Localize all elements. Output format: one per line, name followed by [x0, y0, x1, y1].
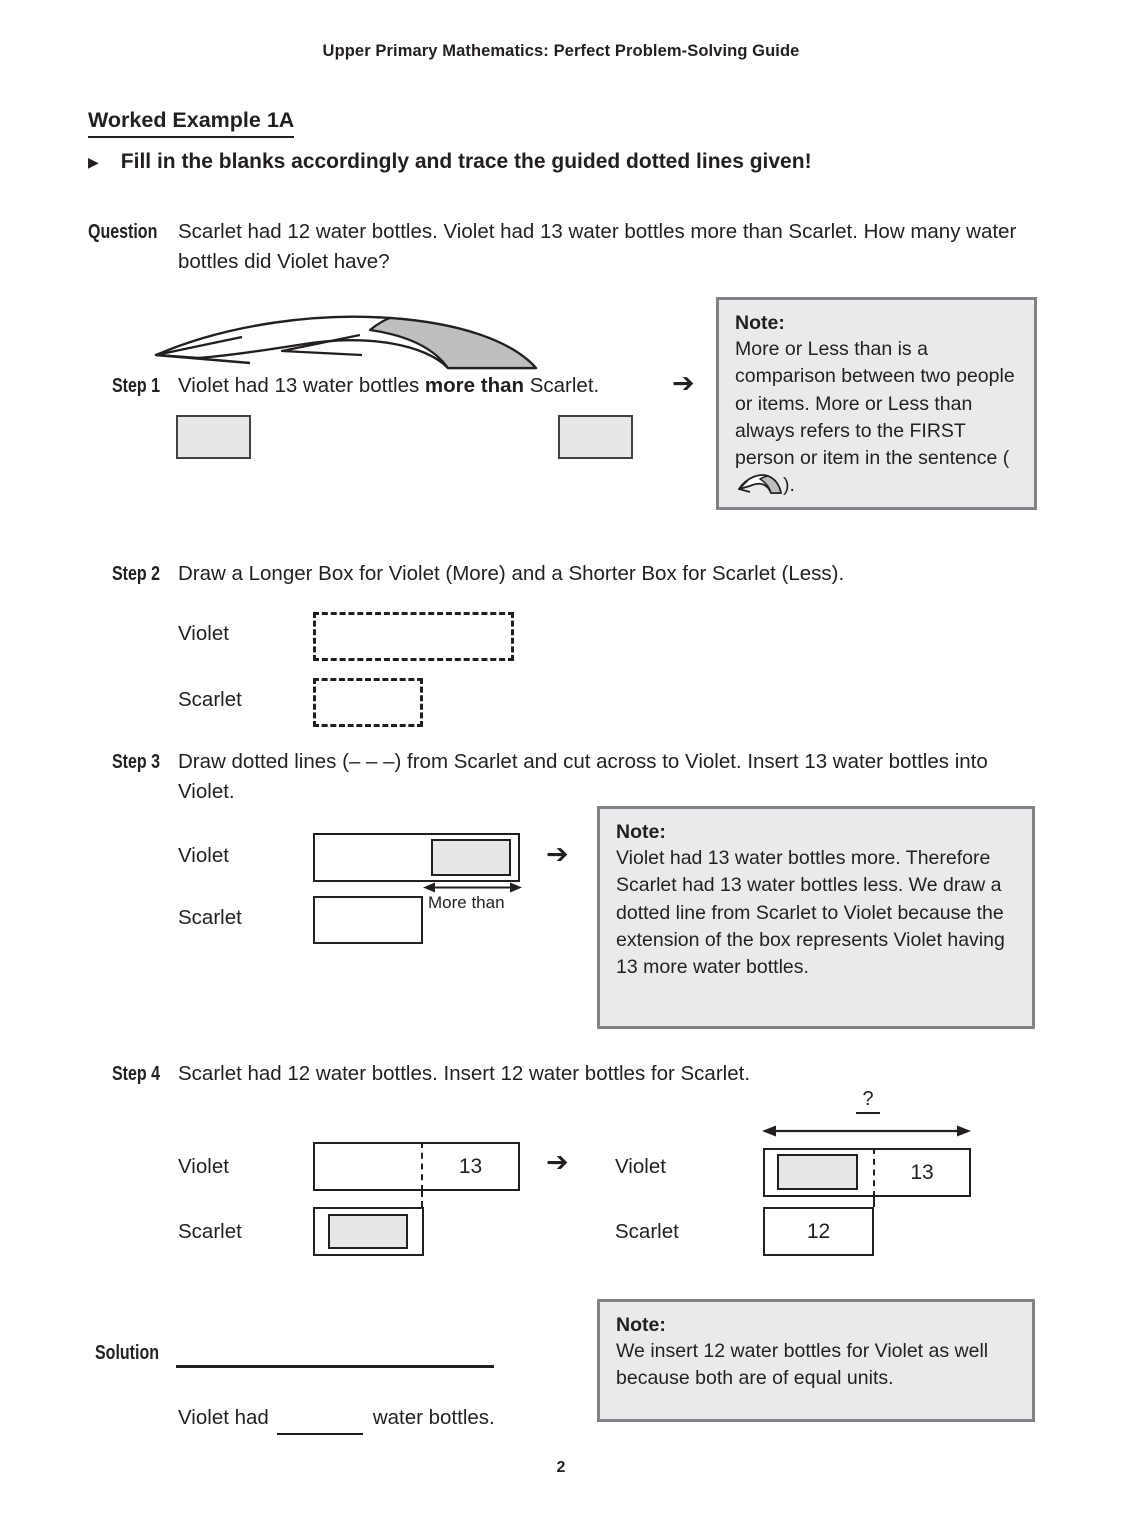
step2-label: Step 2	[112, 563, 161, 585]
step3-scarlet-bar	[313, 896, 423, 944]
step4-right-scarlet-label: Scarlet	[615, 1220, 679, 1243]
triangle-bullet-icon: ▶	[88, 155, 99, 171]
note-box-1	[716, 297, 1037, 510]
book-header: Upper Primary Mathematics: Perfect Problem-Solving Guide	[322, 42, 800, 60]
note-box-3	[597, 1299, 1035, 1422]
mini-curved-arrow-icon	[736, 472, 782, 496]
step4-left-violet-13: 13	[458, 1154, 483, 1178]
step4-left-scarlet-label: Scarlet	[178, 1220, 242, 1243]
step3-violet-label: Violet	[178, 844, 229, 867]
step2-scarlet-label: Scarlet	[178, 688, 242, 711]
question-label: Question	[88, 221, 158, 243]
step4-label: Step 4	[112, 1063, 161, 1085]
page-number: 2	[556, 1459, 566, 1476]
step3-scarlet-label: Scarlet	[178, 906, 242, 929]
step4-right-violet-13: 13	[910, 1160, 934, 1184]
solution-sentence: Violet had water bottles.	[178, 1403, 495, 1435]
solution-answer-line[interactable]	[176, 1337, 494, 1368]
note3-label: Note:	[616, 1314, 666, 1336]
worked-example-title: Worked Example 1A	[88, 108, 294, 138]
question-mark-label: ?	[856, 1088, 880, 1114]
right-arrow-icon: ➔	[546, 839, 569, 870]
step2-scarlet-trace-box[interactable]	[313, 678, 423, 727]
note1-text: More or Less than is a comparison between two people or items. More or Less than always refers to the FIRST person or item in the sentence ().	[735, 338, 1015, 496]
instruction-text: Fill in the blanks accordingly and trace the guided dotted lines given!	[120, 150, 812, 173]
step1-label: Step 1	[112, 375, 161, 397]
note2-label: Note:	[616, 821, 666, 843]
step1-violet-answer-box[interactable]	[176, 415, 251, 459]
step4-left-violet-label: Violet	[178, 1155, 229, 1178]
instruction-row	[88, 150, 812, 174]
step3-text: Draw dotted lines (– – –) from Scarlet and cut across to Violet. Insert 13 water bottles into Violet.	[178, 750, 988, 804]
step2-violet-label: Violet	[178, 622, 229, 645]
step4-right-insert-12-box[interactable]	[777, 1154, 858, 1190]
step4-right-scarlet-12: 12	[763, 1207, 874, 1256]
step2-text: Draw a Longer Box for Violet (More) and a Shorter Box for Scarlet (Less).	[178, 562, 845, 585]
solution-blank[interactable]	[277, 1403, 363, 1435]
step1-scarlet-answer-box[interactable]	[558, 415, 633, 459]
step3-insert-13-box[interactable]	[431, 839, 511, 876]
step4-left-dashed-extension	[421, 1191, 423, 1207]
right-arrow-icon: ➔	[546, 1147, 569, 1178]
question-text: Scarlet had 12 water bottles. Violet had 13 water bottles more than Scarlet. How many water bottles did Violet have?	[178, 220, 1017, 274]
note2-text: Violet had 13 water bottles more. Therefore Scarlet had 13 water bottles less. We draw a dotted line from Scarlet to Violet because the extension of the box represents Violet having 13 more water bottles.	[616, 847, 1005, 978]
total-measure-arrow-icon	[762, 1124, 971, 1138]
step4-right-dashed-extension	[873, 1197, 875, 1207]
note-box-2	[597, 806, 1035, 1029]
step2-violet-trace-box[interactable]	[313, 612, 514, 661]
note1-label: Note:	[735, 312, 785, 334]
solution-label: Solution	[95, 1342, 159, 1364]
step4-left-insert-12-box[interactable]	[328, 1214, 408, 1249]
more-than-label: More than	[428, 893, 505, 912]
step4-right-violet-label: Violet	[615, 1155, 666, 1178]
step4-text: Scarlet had 12 water bottles. Insert 12 water bottles for Scarlet.	[178, 1062, 751, 1085]
step1-text: Violet had 13 water bottles more than Scarlet.	[178, 374, 600, 397]
step3-label: Step 3	[112, 751, 161, 773]
curved-more-than-arrow-icon	[150, 311, 538, 371]
right-arrow-icon: ➔	[672, 368, 695, 399]
note3-text: We insert 12 water bottles for Violet as well because both are of equal units.	[616, 1340, 989, 1390]
